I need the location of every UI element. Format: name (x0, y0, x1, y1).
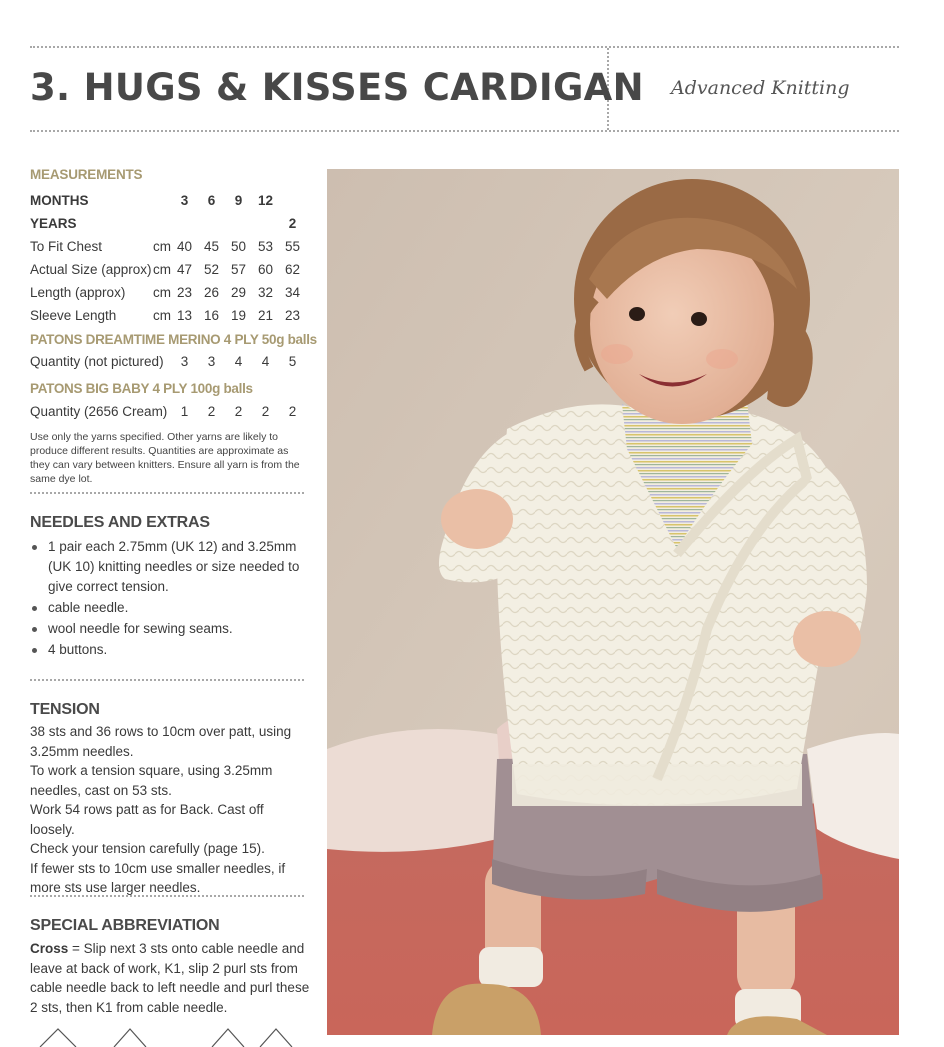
value-cell: 47 (176, 262, 193, 277)
value-cell: 26 (203, 285, 220, 300)
row-label: To Fit Chest (30, 239, 103, 254)
difficulty-subtitle: Advanced Knitting (671, 77, 850, 99)
row-label: Actual Size (approx) (30, 262, 152, 277)
tension-heading: TENSION (30, 701, 100, 718)
row-unit: cm (153, 308, 171, 323)
section-divider (30, 492, 304, 494)
measurement-row (30, 304, 306, 327)
value-cell: 2 (288, 404, 297, 419)
size-cell: 12 (257, 193, 274, 208)
yarn-quantity-row (30, 354, 306, 369)
measurement-row (30, 258, 306, 281)
value-cell: 13 (176, 308, 193, 323)
value-cell: 5 (288, 354, 297, 369)
list-item: cable needle. (30, 598, 306, 618)
abbreviation-text (30, 939, 310, 1017)
value-cell: 19 (230, 308, 247, 323)
value-cell: 60 (257, 262, 274, 277)
section-divider (30, 679, 304, 681)
value-cell: 4 (261, 354, 270, 369)
value-cell: 62 (284, 262, 301, 277)
value-cell: 16 (203, 308, 220, 323)
row-unit: cm (153, 239, 171, 254)
value-cell: 45 (203, 239, 220, 254)
value-cell: 55 (284, 239, 301, 254)
abbreviation-heading: SPECIAL ABBREVIATION (30, 917, 220, 934)
value-cell: 1 (180, 404, 189, 419)
value-cell: 34 (284, 285, 301, 300)
measurements-heading: MEASUREMENTS (30, 167, 143, 182)
quantity-label: Quantity (not pictured) (30, 354, 164, 369)
yarn-quantity-row (30, 404, 306, 419)
value-cell: 29 (230, 285, 247, 300)
size-cell: 3 (180, 193, 189, 208)
yarn-heading: PATONS BIG BABY 4 PLY 100g balls (30, 381, 253, 396)
size-cell: 9 (234, 193, 243, 208)
size-cell: 6 (207, 193, 216, 208)
chart-symbols (30, 1027, 330, 1047)
list-item: 1 pair each 2.75mm (UK 12) and 3.25mm (UK 10) knitting needles or size needed to give correct tension. (30, 537, 306, 597)
months-label: MONTHS (30, 193, 89, 208)
page-title: 3. HUGS & KISSES CARDIGAN (30, 66, 644, 109)
value-cell: 2 (261, 404, 270, 419)
value-cell: 23 (284, 308, 301, 323)
tension-line: Check your tension carefully (page 15). (30, 841, 265, 856)
value-cell: 53 (257, 239, 274, 254)
value-cell: 21 (257, 308, 274, 323)
bottom-dotted-rule (30, 130, 899, 132)
size-cell: 2 (288, 216, 297, 231)
child-in-cardigan-illustration (327, 169, 899, 1035)
value-cell: 32 (257, 285, 274, 300)
abbreviation-definition: = Slip next 3 sts onto cable needle and leave at back of work, K1, slip 2 purl sts from cable needle back to left needle and purl these 2 sts, then K1 from cable needle. (30, 941, 310, 1015)
tension-line: To work a tension square, using 3.25mm needles, cast on 53 sts. (30, 763, 273, 798)
list-item: wool needle for sewing seams. (30, 619, 306, 639)
years-row (30, 212, 306, 235)
value-cell: 4 (234, 354, 243, 369)
top-dotted-rule (30, 46, 899, 48)
row-label: Sleeve Length (30, 308, 117, 323)
value-cell: 23 (176, 285, 193, 300)
measurement-row (30, 235, 306, 258)
section-divider (30, 895, 304, 897)
measurements-table (30, 189, 306, 327)
value-cell: 50 (230, 239, 247, 254)
value-cell: 2 (234, 404, 243, 419)
measurement-row (30, 281, 306, 304)
value-cell: 57 (230, 262, 247, 277)
months-row (30, 189, 306, 212)
row-unit: cm (153, 262, 171, 277)
yarn-heading: PATONS DREAMTIME MERINO 4 PLY 50g balls (30, 332, 317, 347)
product-photo (327, 169, 899, 1035)
needles-heading: NEEDLES AND EXTRAS (30, 514, 210, 531)
abbreviation-term: Cross (30, 941, 69, 956)
quantity-label: Quantity (2656 Cream) (30, 404, 168, 419)
years-label: YEARS (30, 216, 77, 231)
needles-list (30, 537, 306, 661)
value-cell: 52 (203, 262, 220, 277)
row-unit: cm (153, 285, 171, 300)
value-cell: 3 (180, 354, 189, 369)
value-cell: 2 (207, 404, 216, 419)
value-cell: 40 (176, 239, 193, 254)
value-cell: 3 (207, 354, 216, 369)
tension-text (30, 722, 310, 898)
yarn-note: Use only the yarns specified. Other yarns are likely to produce different results. Quantities are approximate as they can vary between knitters. Ensure all yarn is from the same dye lot. (30, 431, 300, 485)
tension-line: 38 sts and 36 rows to 10cm over patt, using 3.25mm needles. (30, 724, 292, 759)
tension-line: Work 54 rows patt as for Back. Cast off loosely. (30, 802, 264, 837)
list-item: 4 buttons. (30, 640, 306, 660)
tension-line: If fewer sts to 10cm use smaller needles, if more sts use larger needles. (30, 860, 286, 895)
row-label: Length (approx) (30, 285, 126, 300)
